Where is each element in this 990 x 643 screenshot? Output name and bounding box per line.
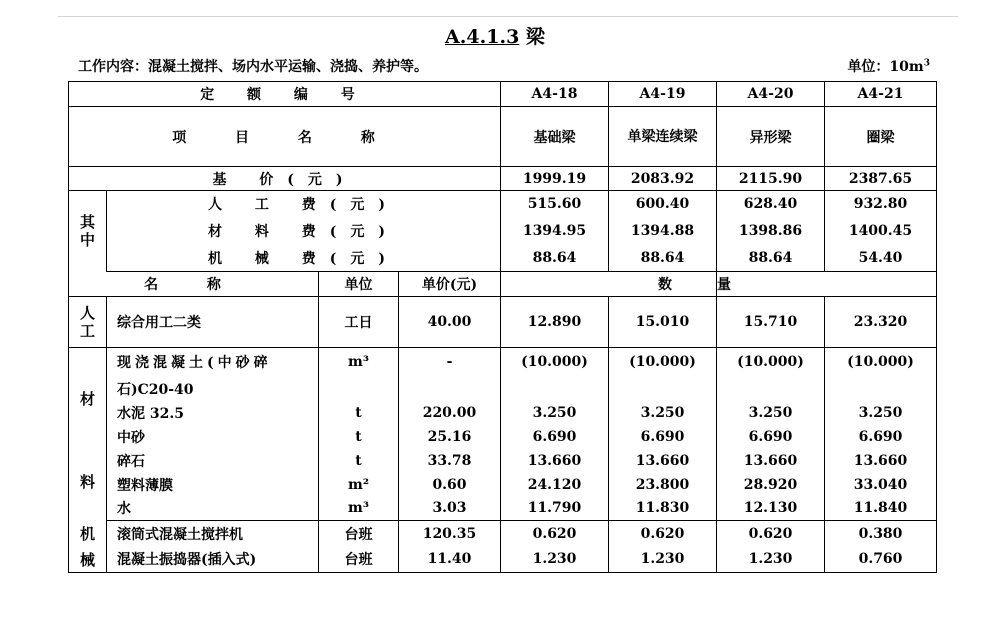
- qty-cell: 15.710: [717, 297, 825, 348]
- material-unit: m³: [319, 497, 399, 521]
- material-unit: t: [319, 401, 399, 425]
- material-side-label: 材 料: [69, 348, 107, 521]
- qty-cell: 6.690: [609, 425, 717, 449]
- qty-cell: 33.040: [825, 473, 937, 497]
- col-qty-header-1: 数: [501, 272, 717, 297]
- labor-price: 40.00: [399, 297, 501, 348]
- machine-fee-row: [69, 245, 937, 272]
- machinery-row: [69, 547, 937, 573]
- qty-cell: (10.000): [609, 348, 717, 377]
- qty-cell: 23.800: [609, 473, 717, 497]
- base-price-cell: 2387.65: [825, 167, 937, 191]
- material-price: 25.16: [399, 425, 501, 449]
- qty-cell: 0.620: [501, 521, 609, 547]
- title-word: 梁: [525, 26, 545, 48]
- labor-row: [69, 297, 937, 348]
- qty-cell: 0.760: [825, 547, 937, 573]
- item-name-label: 项 目 名 称: [69, 107, 501, 167]
- code-cell: A4-21: [825, 82, 937, 107]
- qty-cell: 6.690: [825, 425, 937, 449]
- qty-cell: 6.690: [501, 425, 609, 449]
- labor-fee-row: [69, 191, 937, 218]
- top-rule: [58, 16, 958, 17]
- labor-unit: 工日: [319, 297, 399, 348]
- fee-cell: 600.40: [609, 191, 717, 218]
- qty-cell: 3.250: [825, 401, 937, 425]
- material-row: [69, 473, 937, 497]
- qty-cell: (10.000): [717, 348, 825, 377]
- material-price: 33.78: [399, 449, 501, 473]
- material-fee-row: [69, 218, 937, 245]
- base-price-cell: 2083.92: [609, 167, 717, 191]
- qty-cell: 1.230: [717, 547, 825, 573]
- qty-cell: 1.230: [609, 547, 717, 573]
- col-qty-header-2: 量: [717, 272, 937, 297]
- fee-label: 材 料 费(元): [107, 218, 501, 245]
- material-name: 塑料薄膜: [107, 473, 319, 497]
- qty-cell: 13.660: [825, 449, 937, 473]
- material-name: 现浇混凝土(中砂碎: [107, 348, 319, 377]
- code-cell: A4-19: [609, 82, 717, 107]
- material-name: 水泥 32.5: [107, 401, 319, 425]
- labor-name: 综合用工二类: [107, 297, 319, 348]
- qty-cell: 0.620: [717, 521, 825, 547]
- qty-cell: 3.250: [609, 401, 717, 425]
- qty-cell: 24.120: [501, 473, 609, 497]
- fee-cell: 1398.86: [717, 218, 825, 245]
- fee-cell: 1394.95: [501, 218, 609, 245]
- col-name-header: 名 称: [69, 272, 319, 297]
- material-row: [69, 497, 937, 521]
- machinery-price: 120.35: [399, 521, 501, 547]
- material-row: [69, 449, 937, 473]
- qty-cell: 28.920: [717, 473, 825, 497]
- material-unit: m³: [319, 348, 399, 377]
- quota-table: [68, 81, 937, 573]
- col-price-header: 单价(元): [399, 272, 501, 297]
- qty-cell: 13.660: [609, 449, 717, 473]
- machinery-name: 滚筒式混凝土搅拌机: [107, 521, 319, 547]
- quota-code-row: [69, 82, 937, 107]
- machinery-side-label-2: 械: [69, 547, 107, 573]
- qty-cell: 1.230: [501, 547, 609, 573]
- qty-cell: 6.690: [717, 425, 825, 449]
- material-row: [69, 348, 937, 377]
- fee-cell: 1394.88: [609, 218, 717, 245]
- col-unit-header: 单位: [319, 272, 399, 297]
- qty-cell: 0.380: [825, 521, 937, 547]
- qty-cell: 13.660: [501, 449, 609, 473]
- machinery-unit: 台班: [319, 547, 399, 573]
- machinery-unit: 台班: [319, 521, 399, 547]
- code-cell: A4-20: [717, 82, 825, 107]
- labor-side-label: 人 工: [69, 297, 107, 348]
- qty-cell: 11.840: [825, 497, 937, 521]
- base-price-label: 基 价(元): [69, 167, 501, 191]
- qty-cell: 3.250: [717, 401, 825, 425]
- page-title: [0, 22, 990, 49]
- fee-label: 机 械 费(元): [107, 245, 501, 272]
- code-cell: A4-18: [501, 82, 609, 107]
- fee-cell: 54.40: [825, 245, 937, 272]
- fee-cell: 88.64: [501, 245, 609, 272]
- qty-cell: 23.320: [825, 297, 937, 348]
- machinery-price: 11.40: [399, 547, 501, 573]
- material-price: -: [399, 348, 501, 377]
- title-code: A.4.1.3: [445, 26, 520, 48]
- qty-cell: 11.830: [609, 497, 717, 521]
- qty-cell: 12.890: [501, 297, 609, 348]
- qty-cell: 15.010: [609, 297, 717, 348]
- material-unit: t: [319, 449, 399, 473]
- item-name-cell: 异形梁: [717, 107, 825, 167]
- fee-cell: 932.80: [825, 191, 937, 218]
- base-price-cell: 1999.19: [501, 167, 609, 191]
- material-name-cont: 石)C20-40: [107, 377, 319, 401]
- qty-cell: (10.000): [825, 348, 937, 377]
- qty-cell: 3.250: [501, 401, 609, 425]
- material-price: 3.03: [399, 497, 501, 521]
- machinery-name: 混凝土振捣器(插入式): [107, 547, 319, 573]
- qty-cell: 12.130: [717, 497, 825, 521]
- qty-cell: 11.790: [501, 497, 609, 521]
- material-name: 碎石: [107, 449, 319, 473]
- base-price-cell: 2115.90: [717, 167, 825, 191]
- unit-label: 单位：$10m^3$: [847, 58, 930, 75]
- fee-cell: 88.64: [717, 245, 825, 272]
- qty-cell: 0.620: [609, 521, 717, 547]
- item-name-cell: 基础梁: [501, 107, 609, 167]
- fee-cell: 515.60: [501, 191, 609, 218]
- fee-cell: 88.64: [609, 245, 717, 272]
- item-name-cell: 单梁连续梁: [609, 107, 717, 167]
- quota-no-label: 定 额 编 号: [69, 82, 501, 107]
- item-name-row: [69, 107, 937, 167]
- breakdown-side-label: 其 中: [69, 191, 107, 272]
- item-name-cell: 圈梁: [825, 107, 937, 167]
- material-unit: m²: [319, 473, 399, 497]
- material-name: 中砂: [107, 425, 319, 449]
- material-row: [69, 401, 937, 425]
- column-header-row: [69, 272, 937, 297]
- fee-cell: 1400.45: [825, 218, 937, 245]
- material-name: 水: [107, 497, 319, 521]
- material-unit: t: [319, 425, 399, 449]
- machinery-row: [69, 521, 937, 547]
- material-row-cont: [69, 377, 937, 401]
- work-content: 工作内容：混凝土搅拌、场内水平运输、浇捣、养护等。: [78, 59, 428, 75]
- base-price-row: [69, 167, 937, 191]
- qty-cell: (10.000): [501, 348, 609, 377]
- material-price: 220.00: [399, 401, 501, 425]
- machinery-side-label-1: 机: [69, 521, 107, 547]
- fee-cell: 628.40: [717, 191, 825, 218]
- material-price: 0.60: [399, 473, 501, 497]
- fee-label: 人 工 费(元): [107, 191, 501, 218]
- qty-cell: 13.660: [717, 449, 825, 473]
- material-row: [69, 425, 937, 449]
